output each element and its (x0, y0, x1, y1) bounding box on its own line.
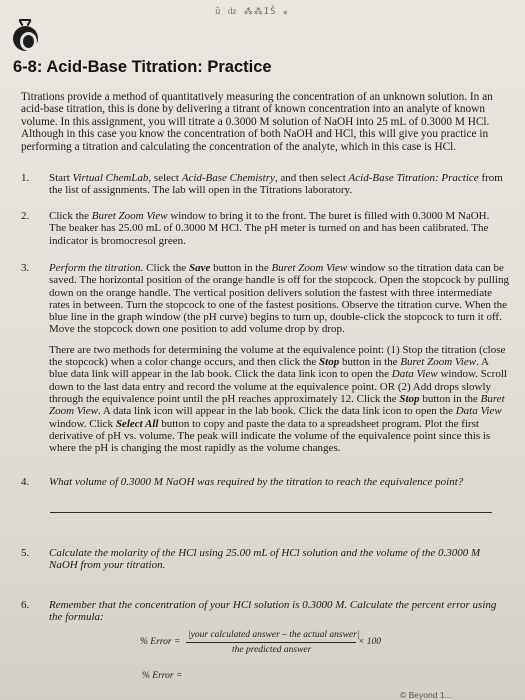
step-number: 6. (21, 599, 30, 611)
step-number: 1. (21, 172, 30, 184)
step-1: 1. Start Virtual ChemLab, select Acid-Base Chemistry, and then select Acid-Base Titration: Practice from the list of assignments. The lab will open in the Titrations laboratory. (21, 172, 503, 197)
step-3 (21, 262, 509, 454)
percent-error-formula (140, 630, 400, 660)
step-3-paragraph-1: Perform the titration. Click the Save button in the Buret Zoom View window so the titration data can be saved. The horizontal position of the orange handle is off for the stopcock. Open the stopcock by pulling down on the orange handle. The vertical position delivers solution the fastest with three intermediate rates in between. Turn the stopcock to one of the fastest positions. Observe the titration curve. When the blue line in the graph window (the pH curve) begins to turn up, double-click the stopcock to turn it off. Move the stopcock down one position to add volume drop by drop. (49, 262, 509, 336)
step-2: 2. Click the Buret Zoom View window to bring it to the front. The buret is filled with 0.3000 M NaOH. The beaker has 25.00 mL of 0.3000 M HCl. The pH meter is turned on and has been calibrated. The indicator is bromocresol green. (21, 210, 490, 247)
step-number: 4. (21, 476, 30, 488)
step-5 (21, 547, 509, 572)
step-number: 5. (21, 547, 30, 559)
fraction-bar (186, 642, 356, 643)
scan-mark: ŭ ǳ ⁂⁂IŠ ⁎ (215, 7, 289, 17)
formula-multiplier: × 100 (358, 637, 382, 647)
answer-line-4[interactable] (50, 512, 492, 513)
step-4 (21, 476, 509, 488)
step-3-paragraph-2: There are two methods for determining the volume at the equivalence point: (1) Stop the titration (close the stopcock) when a color change occurs, and then click the Stop button in the Buret Zoom View. A blue data link will appear in the lab book. Click the data link icon to open the Data View window. Scroll down to the last data entry and record the volume at the equivalence point. OR (2) Add drops slowly through the equivalence point until the pH reaches approximately 12. Click the Stop button in the Buret Zoom View. A data link icon will appear in the lab book. Click the data link icon to open the Data View window. Click Select All button to copy and paste the data to a spreadsheet program. Plot the first derivative of pH vs. volume. The peak will indicate the volume of the equivalence point since this is where the pH is changing the most rapidly as the volume changes. (49, 343, 507, 455)
step-number: 2. (21, 210, 30, 222)
footer-copyright: © Beyond 1... (400, 690, 452, 700)
intro-paragraph: Titrations provide a method of quantitatively measuring the concentration of an unknown solution. In an acid-base titration, this is done by delivering a titrant of known concentration into an analyte of known volume. In this assignment, you will titrate a 0.3000 M solution of NaOH into 25 mL of 0.3000 M HCl. Although in this case you know the concentration of both NaOH and HCl, this will give you practice in performing a titration and calculating the concentration of the analyte, which in this case is HCl. (21, 91, 493, 153)
step-6 (21, 599, 509, 624)
school-logo-icon (13, 26, 38, 51)
formula-numerator: |your calculated answer – the actual answer| (188, 630, 360, 640)
question-6-text: Remember that the concentration of your HCl solution is 0.3000 M. Calculate the percent error using the formula: (49, 599, 497, 624)
page-title: 6-8: Acid-Base Titration: Practice (13, 58, 272, 76)
formula-denominator: the predicted answer (232, 645, 312, 655)
question-5-text: Calculate the molarity of the HCl using 25.00 mL of HCl solution and the volume of the 0.3000 M NaOH from your titration. (49, 547, 481, 572)
percent-error-answer[interactable]: % Error = (142, 671, 183, 681)
formula-label: % Error = (140, 637, 181, 647)
step-number: 3. (21, 262, 30, 274)
question-4-text: What volume of 0.3000 M NaOH was required by the titration to reach the equivalence point? (49, 476, 464, 488)
